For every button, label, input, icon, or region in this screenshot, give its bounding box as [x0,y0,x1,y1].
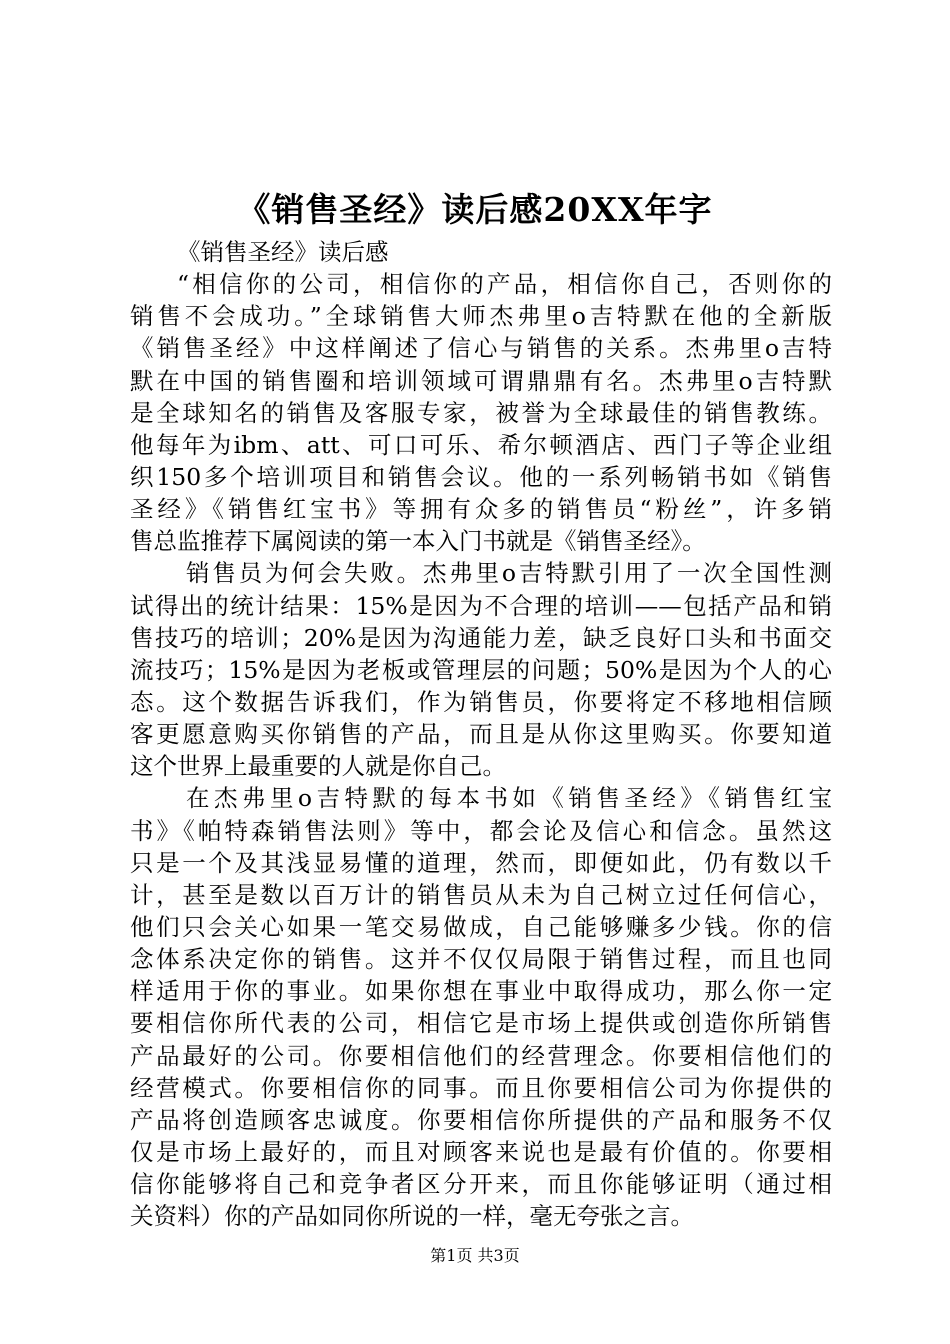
paragraph-line: 圣经》《销售红宝书》等拥有众多的销售员“粉丝”，许多销 [130,495,832,524]
document-body [130,236,832,1232]
paragraph-line: 销售不会成功。”全球销售大师杰弗里o吉特默在他的全新版 [130,302,832,331]
paragraph-line: 经营模式。你要相信你的同事。而且你要相信公司为你提供的 [130,1073,832,1102]
paragraph-line: 关资料）你的产品如同你所说的一样，毫无夸张之言。 [130,1202,694,1231]
paragraph-line: 售技巧的培训；20%是因为沟通能力差，缺乏良好口头和书面交 [130,623,832,652]
paragraph-line: 销售员为何会失败。杰弗里o吉特默引用了一次全国性测 [186,559,832,588]
paragraph-line: 织150多个培训项目和销售会议。他的一系列畅销书如《销售 [130,462,832,491]
paragraph-line: “相信你的公司，相信你的产品，相信你自己，否则你的 [177,270,832,299]
paragraph-line: 他每年为ibm、att、可口可乐、希尔顿酒店、西门子等企业组 [130,430,832,459]
paragraph-line: 念体系决定你的销售。这并不仅仅局限于销售过程，而且也同 [130,945,832,974]
paragraph-line: 是全球知名的销售及客服专家，被誉为全球最佳的销售教练。 [130,398,832,427]
paragraph-line: 《销售圣经》中这样阐述了信心与销售的关系。杰弗里o吉特 [130,334,832,363]
paragraph-line: 试得出的统计结果：15%是因为不合理的培训——包括产品和销 [130,591,832,620]
paragraph-line: 样适用于你的事业。如果你想在事业中取得成功，那么你一定 [130,977,832,1006]
paragraph-line: 仅是市场上最好的，而且对顾客来说也是最有价值的。你要相 [130,1137,832,1166]
document-title: 《销售圣经》读后感20XX年字 [237,190,713,229]
paragraph-line: 产品将创造顾客忠诚度。你要相信你所提供的产品和服务不仅 [130,1105,832,1134]
paragraph-line: 产品最好的公司。你要相信他们的经营理念。你要相信他们的 [130,1041,832,1070]
paragraph-line: 要相信你所代表的公司，相信它是市场上提供或创造你所销售 [130,1009,832,1038]
paragraph-line: 在杰弗里o吉特默的每本书如《销售圣经》《销售红宝 [186,784,832,813]
paragraph-line: 售总监推荐下属阅读的第一本入门书就是《销售圣经》。 [130,527,706,556]
paragraph-line: 他们只会关心如果一笔交易做成，自己能够赚多少钱。你的信 [130,912,832,941]
paragraph-line: 计，甚至是数以百万计的销售员从未为自己树立过任何信心， [130,880,832,909]
paragraph-line: 态。这个数据告诉我们，作为销售员，你要将定不移地相信顾 [130,687,832,716]
paragraph-line: 流技巧；15%是因为老板或管理层的问题；50%是因为个人的心 [130,655,832,684]
paragraph-line: 默在中国的销售圈和培训领域可谓鼎鼎有名。杰弗里o吉特默 [130,366,832,395]
paragraph-line: 书》《帕特森销售法则》等中，都会论及信心和信念。虽然这 [130,816,832,845]
subtitle-line: 《销售圣经》读后感 [177,238,389,266]
page-number-footer: 第1页 共3页 [430,1246,520,1265]
paragraph-line: 这个世界上最重要的人就是你自己。 [130,752,506,781]
paragraph-line: 只是一个及其浅显易懂的道理，然而，即便如此，仍有数以千 [130,848,832,877]
paragraph-line: 客更愿意购买你销售的产品，而且是从你这里购买。你要知道 [130,720,832,749]
paragraph-line: 信你能够将自己和竞争者区分开来，而且你能够证明（通过相 [130,1170,832,1199]
